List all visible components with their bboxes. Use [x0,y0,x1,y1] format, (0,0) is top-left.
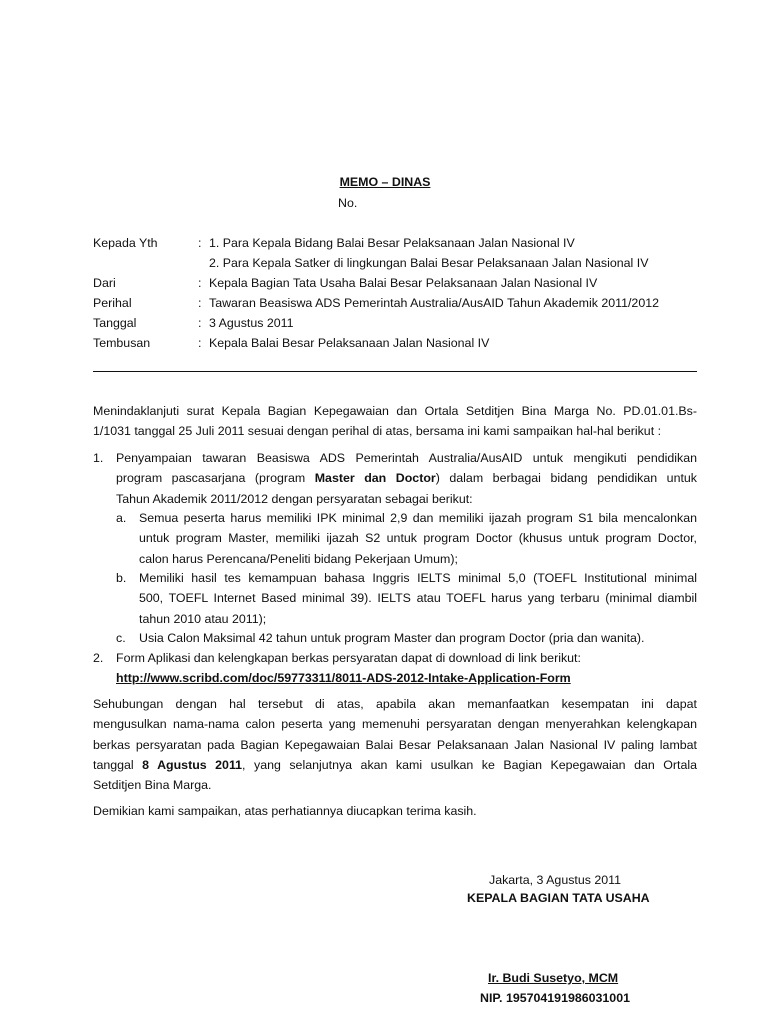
deadline-date: 8 Agustus 2011 [142,757,243,772]
sub-list-letter: c. [116,631,126,645]
list-number: 2. [93,651,104,665]
thanks-text: Demikian kami sampaikan, atas perhatiannya diucapkan terima kasih. [93,804,477,818]
header-label: Perihal [93,296,132,310]
closing-line [93,755,697,775]
sub-list-line: Usia Calon Maksimal 42 tahun untuk program Master dan program Doctor (pria dan wanita). [139,631,645,645]
sub-list-item-a [139,508,697,569]
header-value: Kepala Balai Besar Pelaksanaan Jalan Nasional IV [209,336,490,350]
header-label: Tanggal [93,316,137,330]
sub-list-line: Semua peserta harus memiliki IPK minimal 2,9 dan memiliki ijazah program S1 bila mencalonkan [139,511,697,525]
sub-list-line: tahun 2010 atau 2011); [139,611,267,626]
sub-list-item-c [139,628,697,648]
list-item-line: Penyampaian tawaran Beasiswa ADS Pemerintah Australia/AusAID untuk mengikuti pendidikan [116,451,697,465]
sub-list-item-b [139,568,697,629]
header-value: 1. Para Kepala Bidang Balai Besar Pelaksanaan Jalan Nasional IV [209,236,575,250]
memo-number-label: No. [338,196,358,210]
memo-title: MEMO – DINAS [339,175,431,189]
sub-list-line: Memiliki hasil tes kemampuan bahasa Inggris IELTS minimal 5,0 (TOEFL Institutional minimal [139,571,697,585]
closing-line: Sehubungan dengan hal tersebut di atas, apabila akan memanfaatkan kesempatan ini dapat [93,697,697,711]
list-item-line: Tahun Akademik 2011/2012 dengan persyaratan sebagai berikut: [116,491,473,506]
sign-position: KEPALA BAGIAN TATA USAHA [467,891,650,905]
list-number: 1. [93,451,104,465]
text-run: tanggal [93,757,143,772]
text-run: ) dalam berbagai bidang pendidikan untuk [435,471,697,486]
text-run: , yang selanjutnya akan kami usulkan ke Bagian Kepegawaian dan Ortala [242,757,697,772]
closing-line: mengusulkan nama-nama calon peserta yang memenuhi persyaratan dengan menyerahkan kelengkapan [93,717,697,732]
list-item-line: Form Aplikasi dan kelengkapan berkas persyaratan dapat di download di link berikut: [116,651,581,665]
text-run-bold: Master dan Doctor [314,471,436,486]
header-colon: : [198,276,202,290]
header-value: Tawaran Beasiswa ADS Pemerintah Australia/AusAID Tahun Akademik 2011/2012 [209,296,659,310]
header-colon: : [198,336,202,350]
header-value: Kepala Bagian Tata Usaha Balai Besar Pelaksanaan Jalan Nasional IV [209,276,598,290]
sub-list-line: 500, TOEFL Internet Based minimal 39). IELTS atau TOEFL harus yang terbaru (minimal diambil [139,591,697,606]
sub-list-line: calon harus Perencana/Peneliti bidang Pekerjaan Umum); [139,551,458,566]
header-label: Tembusan [93,336,151,350]
list-item-1 [116,448,697,509]
closing-paragraph [93,694,697,795]
intro-paragraph [93,401,697,442]
header-colon: : [198,236,202,250]
application-form-link[interactable]: http://www.scribd.com/doc/59773311/8011-ADS-2012-Intake-Application-Form [116,671,571,686]
header-value: 2. Para Kepala Satker di lingkungan Balai Besar Pelaksanaan Jalan Nasional IV [209,256,649,270]
intro-line: Menindaklanjuti surat Kepala Bagian Kepegawaian dan Ortala Setditjen Bina Marga No. PD.01.01.Bs- [93,404,697,418]
header-colon: : [198,296,202,310]
text-run: program pascasarjana (program [116,471,315,486]
sub-list-line: untuk program Master, memiliki ijazah S2 untuk program Doctor (khusus untuk program Doctor, [139,531,697,546]
sub-list-letter: b. [116,571,127,585]
sign-nip: NIP. 195704191986031001 [480,991,630,1005]
header-label: Dari [93,276,116,290]
header-label: Kepada Yth [93,236,158,250]
header-colon: : [198,316,202,330]
intro-line: 1/1031 tanggal 25 Juli 2011 sesuai dengan perihal di atas, bersama ini kami sampaikan hal-hal berikut : [93,424,662,439]
header-divider [93,371,697,372]
sign-place-date: Jakarta, 3 Agustus 2011 [489,873,622,887]
sub-list-letter: a. [116,511,127,525]
list-item-line [116,468,697,488]
closing-line: berkas persyaratan pada Bagian Kepegawaian Balai Besar Pelaksanaan Jalan Nasional IV paling lambat [93,737,697,752]
sign-name: Ir. Budi Susetyo, MCM [488,971,619,985]
closing-line: Setditjen Bina Marga. [93,778,212,793]
list-item-2 [116,648,697,689]
header-value: 3 Agustus 2011 [209,316,294,330]
